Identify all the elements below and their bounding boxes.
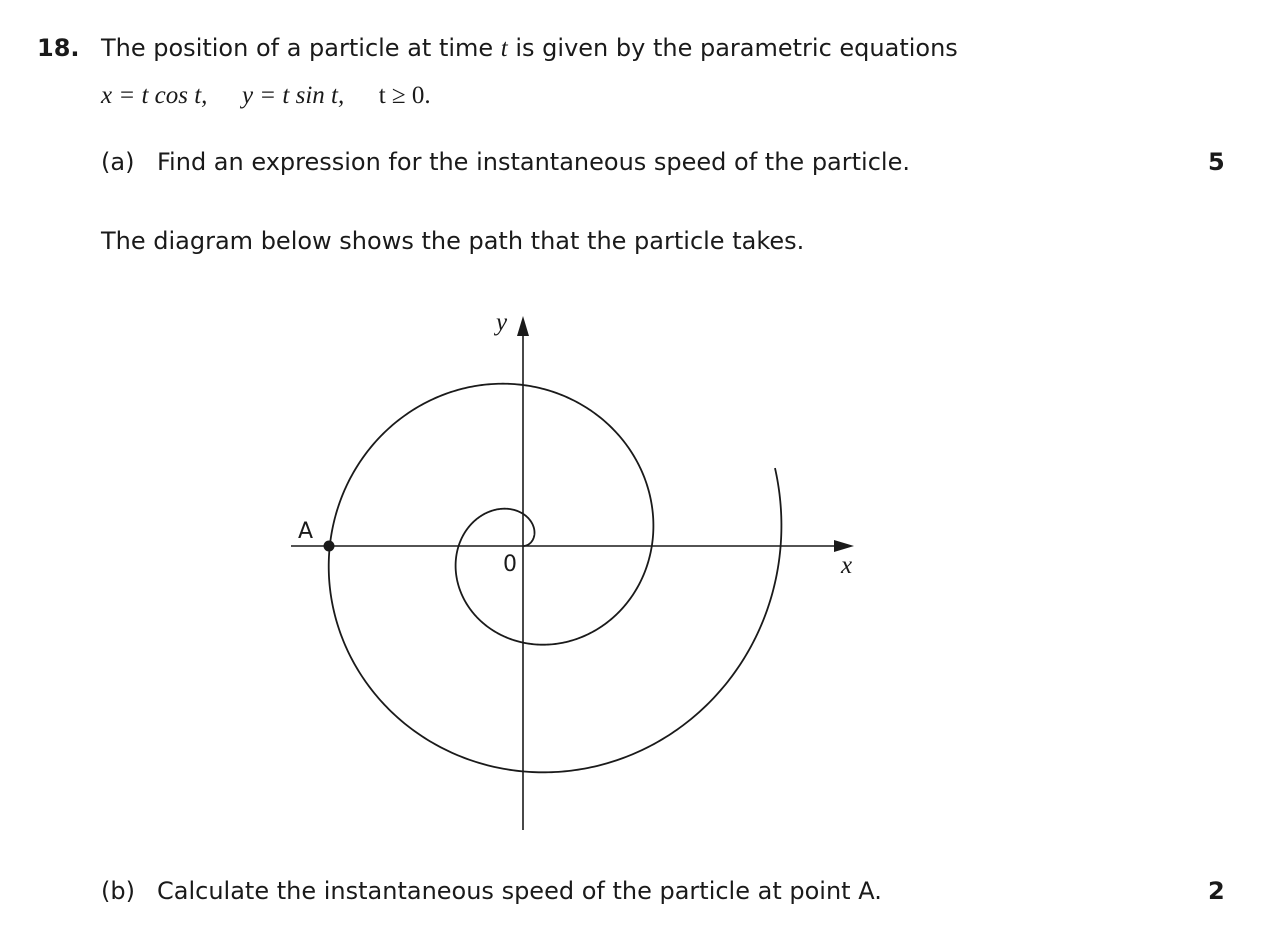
point-a-label: A — [298, 519, 314, 544]
origin-label: 0 — [503, 552, 517, 577]
x-equation: x = t cos t, — [101, 82, 208, 109]
part-a-label: (a) — [101, 148, 135, 176]
question-intro: The position of a particle at time t is given by the parametric equations — [101, 34, 958, 62]
part-b-marks: 2 — [1208, 877, 1225, 905]
part-a-text: Find an expression for the instantaneous speed of the particle. — [157, 148, 910, 176]
part-b-label: (b) — [101, 877, 135, 905]
diagram-intro: The diagram below shows the path that the particle takes. — [101, 227, 805, 255]
y-axis-arrow — [517, 316, 529, 336]
t-condition: t ≥ 0. — [378, 82, 431, 109]
y-axis-label: y — [496, 309, 508, 336]
spiral-path — [329, 384, 782, 773]
y-equation: y = t sin t, — [241, 82, 345, 109]
question-number: 18. — [37, 34, 80, 62]
x-axis-label: x — [841, 552, 853, 579]
x-axis-arrow — [834, 540, 854, 552]
point-a-marker — [324, 541, 335, 552]
part-b-text: Calculate the instantaneous speed of the particle at point A. — [157, 877, 882, 905]
part-a-marks: 5 — [1208, 148, 1225, 176]
